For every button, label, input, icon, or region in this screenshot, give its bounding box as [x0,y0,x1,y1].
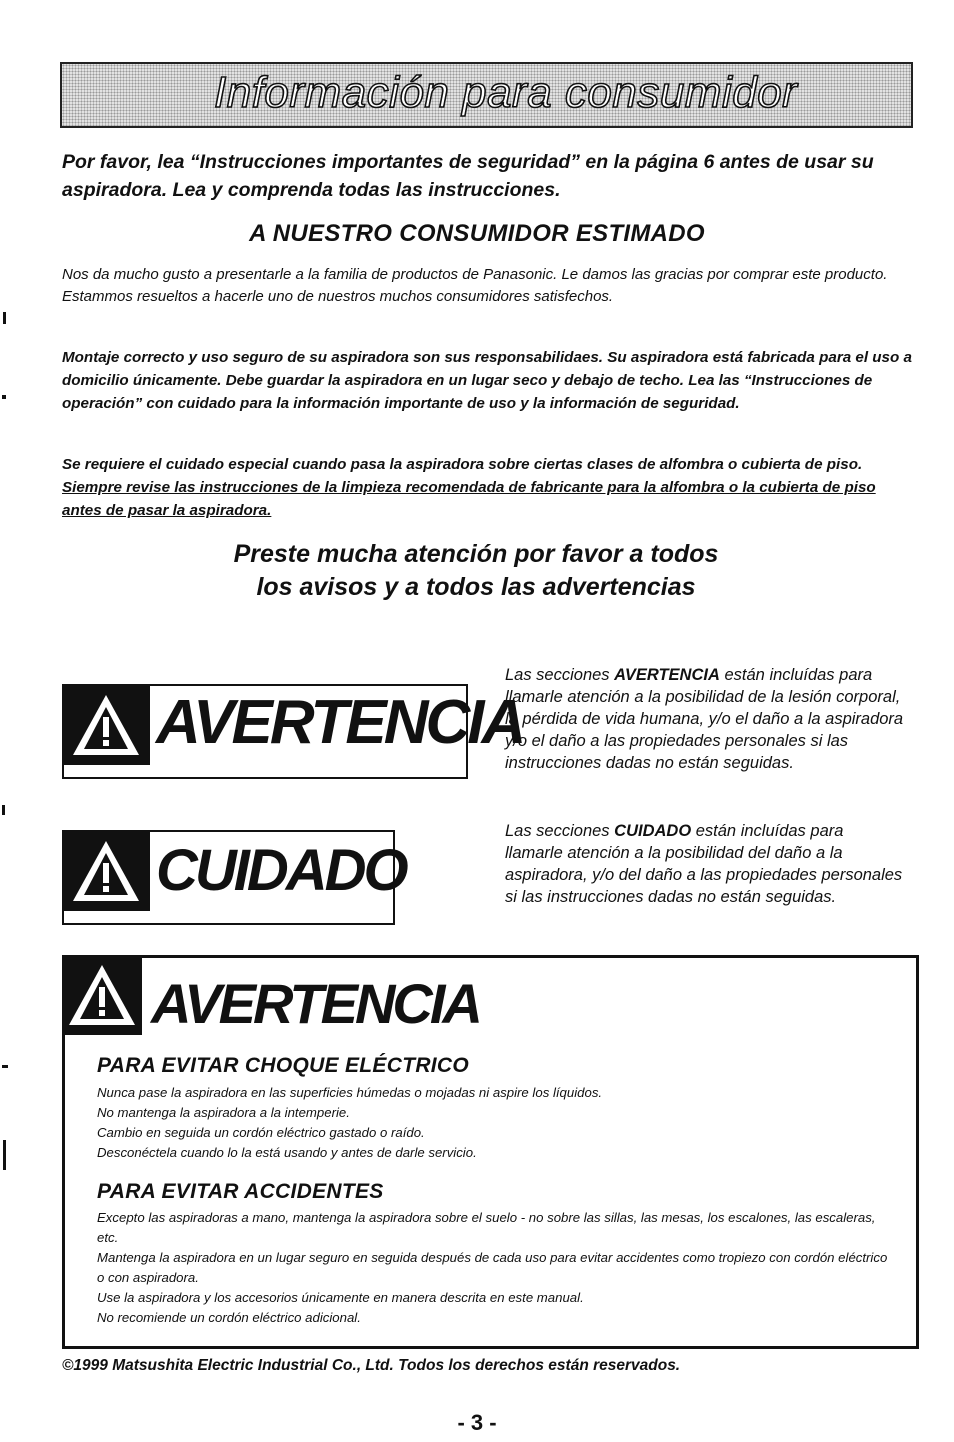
list-item: Use la aspiradora y los accesorios únicamente en manera descrita en este manual. [97,1290,584,1305]
list-item: No mantenga la aspiradora a la intemperie. [97,1105,350,1120]
warning-desc-post: están incluídas para llamarle atención a la posibilidad de la lesión corporal, la pérdida de vida humana, y/o el daño a la aspiradora y/o el daño a las propiedades personales si las instrucciones dadas no están seguidas. [505,666,904,772]
attention-heading [120,538,832,604]
header-banner [60,62,913,128]
intro-text: Por favor, lea “Instrucciones importantes de seguridad” en la página 6 antes de usar su aspiradora. Lea y comprenda todas las instrucciones. [62,151,874,201]
copyright-notice: ©1999 Matsushita Electric Industrial Co., Ltd. Todos los derechos están reservados. [62,1357,681,1374]
warning-triangle-icon [66,962,138,1028]
caution-label-text: CUIDADO [156,838,406,903]
section-electric-list [97,1083,897,1163]
attention-line-1: Preste mucha atención por favor a todos [233,540,719,568]
caution-desc-keyword: CUIDADO [614,822,692,840]
warning-desc-pre: Las secciones [505,666,615,684]
consumer-heading: A NUESTRO CONSUMIDOR ESTIMADO [249,220,705,247]
welcome-paragraph: Nos da mucho gusto a presentarle a la familia de productos de Panasonic. Le damos las gracias por comprar este producto. Estammos resueltos a hacerle uno de nuestros muchos consumidores satisfechos. [62,266,888,305]
list-item: Excepto las aspiradoras a mano, mantenga la aspiradora sobre el suelo - no sobre las sillas, las mesas, los escalones, las escaleras, etc. [97,1210,876,1245]
list-item: Nunca pase la aspiradora en las superficies húmedas o mojadas ni aspire los líquidos. [97,1085,603,1100]
main-warning-title: AVERTENCIA [151,972,480,1035]
caution-label [62,830,406,925]
page-title: Información para consumidor [214,68,798,117]
main-warning-box [62,955,919,1349]
list-item: Cambio en seguida un cordón eléctrico gastado o raído. [97,1125,425,1140]
section-title-electric: PARA EVITAR CHOQUE ELÉCTRICO [97,1054,470,1077]
list-item: No recomiende un cordón eléctrico adicional. [97,1310,361,1325]
warning-label-text: AVERTENCIA [156,688,524,757]
caution-desc-post: están incluídas para llamarle atención a la posibilidad del daño a la aspiradora, y/o del daño a las propiedades personales si las instrucciones dadas no están seguidas. [505,822,903,906]
scan-mark [2,1065,8,1068]
scan-mark [3,1140,6,1170]
caution-description [505,820,905,908]
attention-line-2: los avisos y a todos las advertencias [256,573,696,601]
warning-desc-keyword: AVERTENCIA [614,666,720,684]
list-item: Mantenga la aspiradora en un lugar seguro en seguida después de cada uso para evitar accidentes como tropiezo con cordón eléctrico o con aspiradora. [97,1250,888,1285]
carpet-care-paragraph [62,453,914,522]
caution-desc-pre: Las secciones [505,822,615,840]
carpet-care-text: Se requiere el cuidado especial cuando pasa la aspiradora sobre ciertas clases de alfombra o cubierta de piso. [62,456,863,473]
scan-mark [2,805,5,815]
section-accidents-list [97,1208,897,1328]
warning-triangle-icon [70,692,142,758]
carpet-care-underlined: Siempre revise las instrucciones de la limpieza recomendada de fabricante para la alfombra o la cubierta de piso antes de pasar la aspiradora. [62,479,876,519]
scan-mark [3,312,6,324]
warning-triangle-icon [70,838,142,904]
list-item: Desconéctela cuando lo la está usando y antes de darle servicio. [97,1145,477,1160]
responsibility-paragraph: Montaje correcto y uso seguro de su aspiradora son sus responsabilidaes. Su aspiradora está fabricada para el uso a domicilio únicamente. Debe guardar la aspiradora en un lugar seco y debajo de techo. Lea las “Instrucciones de operación” con cuidado para la información importante de uso y la información de seguridad. [62,349,912,412]
warning-description [505,664,905,774]
section-title-accidents: PARA EVITAR ACCIDENTES [97,1180,384,1203]
page-number: - 3 - [457,1410,497,1435]
warning-label [62,684,524,779]
scan-mark [2,395,6,399]
